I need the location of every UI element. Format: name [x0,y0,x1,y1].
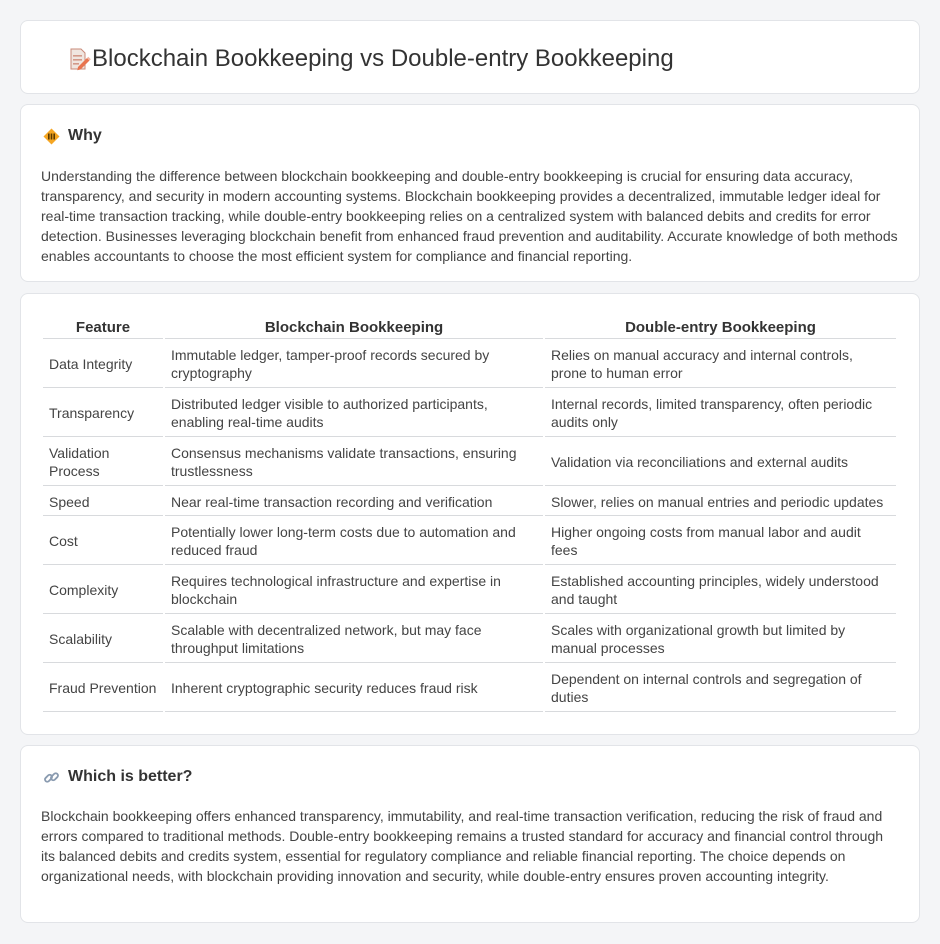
why-title: Why [68,127,102,144]
feature-cell: Fraud Prevention [43,665,163,712]
double-entry-cell: Slower, relies on manual entries and periodic updates [545,488,896,516]
double-entry-cell: Validation via reconciliations and external audits [545,439,896,486]
blockchain-cell: Distributed ledger visible to authorized participants, enabling real-time audits [165,390,543,437]
feature-cell: Data Integrity [43,341,163,388]
feature-cell: Cost [43,518,163,565]
better-heading [43,768,192,786]
better-title: Which is better? [68,768,193,785]
feature-cell: Scalability [43,616,163,663]
blockchain-cell: Scalable with decentralized network, but may face throughput limitations [165,616,543,663]
blockchain-cell: Immutable ledger, tamper-proof records secured by cryptography [165,341,543,388]
table-row [43,488,896,516]
page-title: Blockchain Bookkeeping vs Double-entry Bookkeeping [92,45,674,72]
feature-cell: Speed [43,488,163,516]
table-row [43,439,896,486]
blockchain-cell: Requires technological infrastructure and expertise in blockchain [165,567,543,614]
table-row [43,567,896,614]
better-text: Blockchain bookkeeping offers enhanced transparency, immutability, and real-time transaction verification, reducing the risk of fraud and errors compared to traditional methods. Double-entry bookkeeping remains a trusted standard for accuracy and financial control through its balanced debits and credits system, essential for regulatory compliance and reliable financial reporting. The choice depends on organizational needs, with blockchain providing innovation and security, while double-entry ensures proven accounting integrity. [41,808,884,884]
link-icon [43,769,60,786]
table-row [43,390,896,437]
comparison-table-card [20,293,920,735]
why-text: Understanding the difference between blockchain bookkeeping and double-entry bookkeeping is crucial for ensuring data accuracy, transparency, and security in modern accounting systems. Blockchain bookkeeping provides a decentralized, immutable ledger ideal for real-time transaction tracking, while double-entry bookkeeping relies on a centralized system with balanced debits and credits for error detection. Businesses leveraging blockchain benefit from enhanced fraud prevention and auditability. Accurate knowledge of both methods enables accountants to choose the most efficient system for compliance and financial reporting. [41,168,898,264]
comparison-table [41,314,898,714]
table-header-row [43,316,896,339]
why-section [20,104,920,282]
blockchain-cell: Potentially lower long-term costs due to automation and reduced fraud [165,518,543,565]
table-row [43,665,896,712]
feature-cell: Transparency [43,390,163,437]
blockchain-cell: Near real-time transaction recording and verification [165,488,543,516]
diamond-warning-icon [43,128,60,145]
header-feature: Feature [43,316,163,339]
double-entry-cell: Scales with organizational growth but limited by manual processes [545,616,896,663]
header-double-entry: Double-entry Bookkeeping [545,316,896,339]
header-blockchain: Blockchain Bookkeeping [165,316,543,339]
double-entry-cell: Established accounting principles, widely understood and taught [545,567,896,614]
feature-cell: Validation Process [43,439,163,486]
document-pencil-icon [65,46,91,72]
blockchain-cell: Inherent cryptographic security reduces fraud risk [165,665,543,712]
double-entry-cell: Higher ongoing costs from manual labor and audit fees [545,518,896,565]
table-row [43,341,896,388]
double-entry-cell: Dependent on internal controls and segregation of duties [545,665,896,712]
why-heading [43,127,102,145]
which-is-better-section [20,745,920,923]
header-card [20,20,920,94]
table-row [43,616,896,663]
blockchain-cell: Consensus mechanisms validate transactions, ensuring trustlessness [165,439,543,486]
table-row [43,518,896,565]
feature-cell: Complexity [43,567,163,614]
double-entry-cell: Internal records, limited transparency, often periodic audits only [545,390,896,437]
double-entry-cell: Relies on manual accuracy and internal controls, prone to human error [545,341,896,388]
